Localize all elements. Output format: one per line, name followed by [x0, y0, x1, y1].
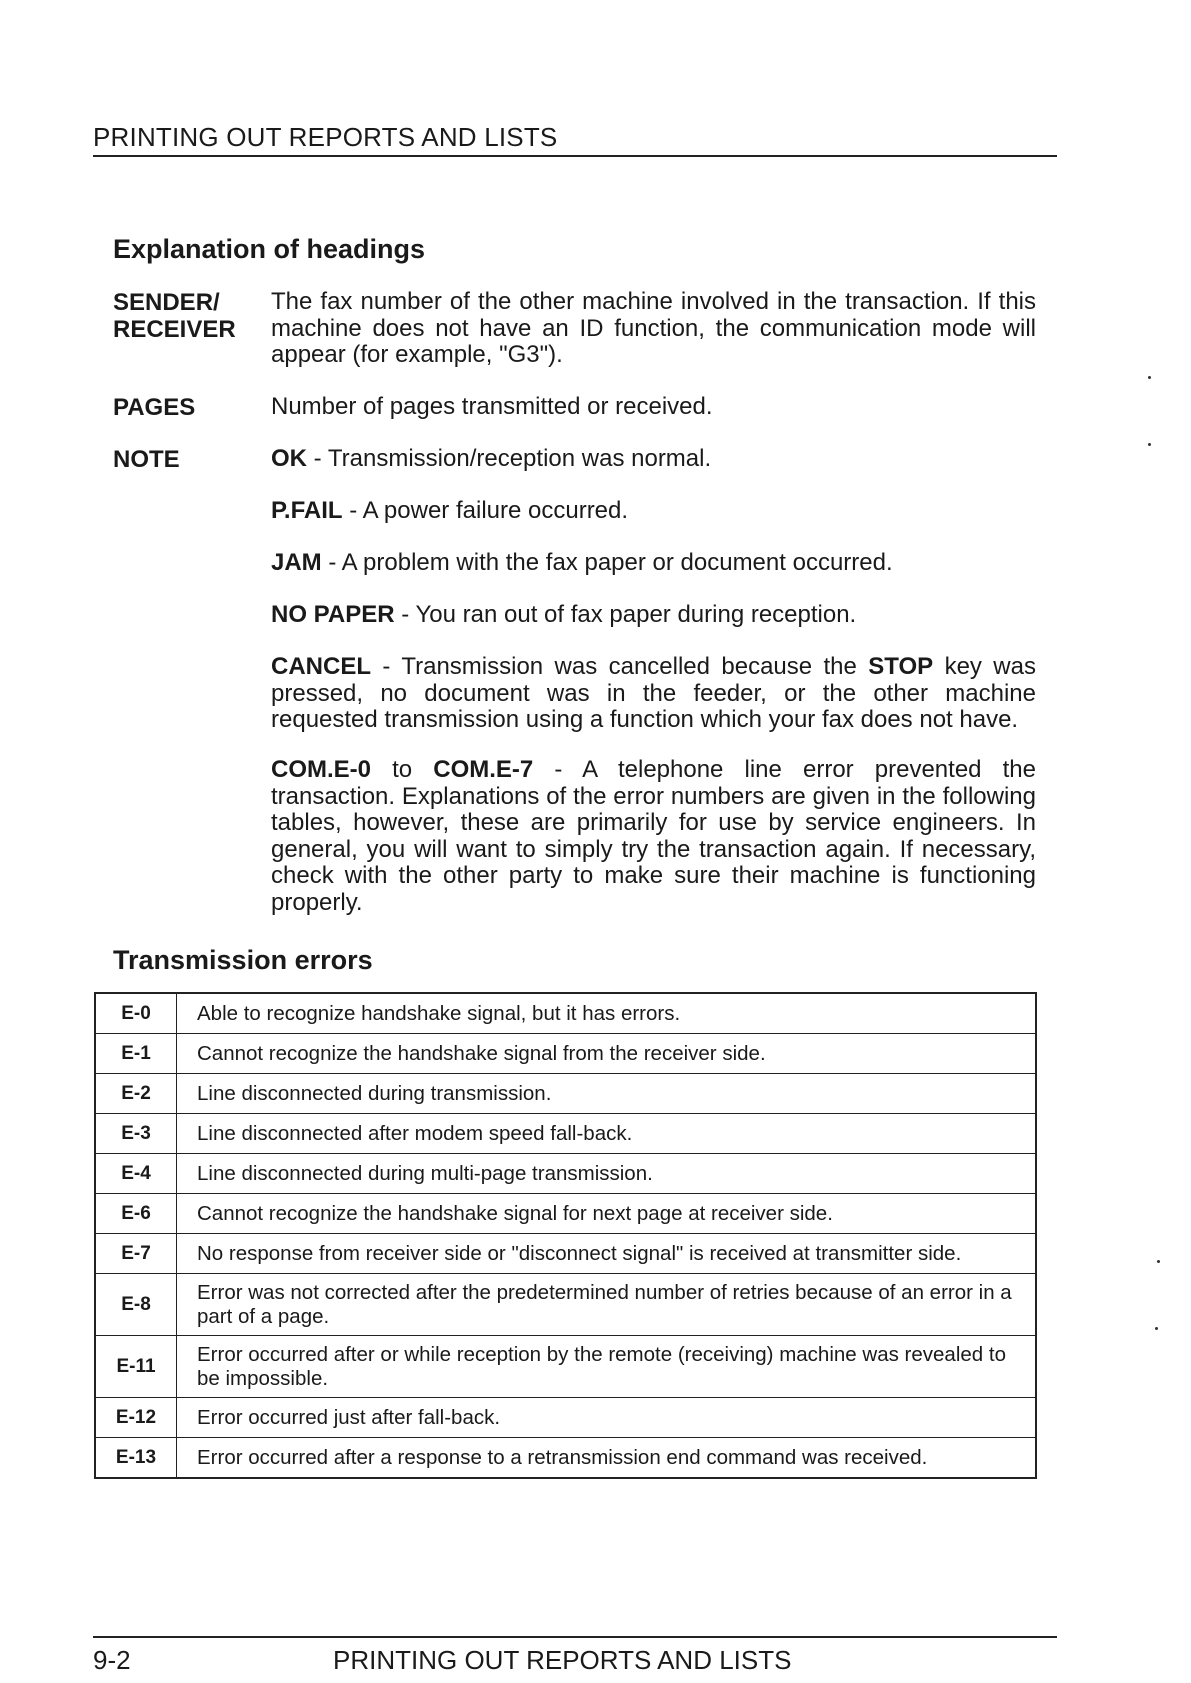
error-code: E-0	[95, 993, 177, 1034]
table-row	[95, 993, 1036, 1034]
term-sender-line: SENDER/	[113, 289, 220, 316]
def-sender-receiver: The fax number of the other machine involved in the transaction. If this machine does not have an ID function, the communication mode will appear (for example, "G3").	[271, 288, 1036, 368]
note-come-text: - A telephone line error prevented the transaction. Explanations of the error numbers are given in the following tables, however, these are primarily for use by service engineers. In general, you will want to simply try the transaction again. If necessary, check with the other party to make sure their machine is functioning properly.	[271, 756, 1036, 916]
table-row	[95, 1074, 1036, 1114]
note-nopaper-key: NO PAPER	[271, 601, 395, 628]
note-nopaper	[271, 602, 1036, 629]
note-pfail-key: P.FAIL	[271, 497, 343, 524]
table-row	[95, 1154, 1036, 1194]
note-cancel-stop-key: STOP	[868, 653, 934, 680]
note-cancel-text-2: key was pressed, no document was in the feeder, or the other machine requested transmission using a function which your fax does not have.	[271, 653, 1036, 733]
error-description: Error was not corrected after the predetermined number of retries because of an error in a part of a page.	[177, 1274, 1037, 1336]
note-ok	[271, 446, 1036, 473]
error-description: Cannot recognize the handshake signal for next page at receiver side.	[177, 1194, 1037, 1234]
error-code: E-4	[95, 1154, 177, 1194]
error-code: E-6	[95, 1194, 177, 1234]
note-cancel-text-1: - Transmission was cancelled because the	[371, 653, 869, 680]
note-jam-key: JAM	[271, 549, 322, 576]
table-row	[95, 1034, 1036, 1074]
note-jam-text: - A problem with the fax paper or document occurred.	[321, 549, 893, 576]
note-ok-text: - Transmission/reception was normal.	[307, 445, 712, 472]
error-description: Able to recognize handshake signal, but it has errors.	[177, 993, 1037, 1034]
scan-speck	[1157, 1260, 1160, 1263]
error-description: Error occurred just after fall-back.	[177, 1398, 1037, 1438]
term-note: NOTE	[113, 446, 180, 473]
explanation-heading: Explanation of headings	[113, 234, 426, 264]
note-come-key-2: COM.E-7	[433, 756, 534, 783]
term-receiver-line: RECEIVER	[113, 316, 236, 343]
error-code: E-7	[95, 1234, 177, 1274]
error-code: E-12	[95, 1398, 177, 1438]
note-jam	[271, 550, 1036, 577]
term-sender-receiver	[113, 289, 236, 343]
scan-speck	[1148, 443, 1151, 446]
note-pfail	[271, 498, 1036, 525]
note-nopaper-text: - You ran out of fax paper during reception.	[394, 601, 857, 628]
page-header	[93, 122, 1057, 157]
error-description: Line disconnected after modem speed fall-back.	[177, 1114, 1037, 1154]
error-description: Error occurred after a response to a retransmission end command was received.	[177, 1438, 1037, 1479]
error-code: E-3	[95, 1114, 177, 1154]
footer-title: PRINTING OUT REPORTS AND LISTS	[333, 1645, 792, 1675]
table-row	[95, 1398, 1036, 1438]
table-row	[95, 1114, 1036, 1154]
header-title: PRINTING OUT REPORTS AND LISTS	[93, 122, 558, 152]
table-row	[95, 1194, 1036, 1234]
footer-rule	[93, 1636, 1057, 1638]
error-code: E-11	[95, 1336, 177, 1398]
table-row	[95, 1234, 1036, 1274]
error-description: No response from receiver side or "disconnect signal" is received at transmitter side.	[177, 1234, 1037, 1274]
term-pages: PAGES	[113, 394, 196, 421]
note-cancel-key: CANCEL	[271, 653, 371, 680]
note-come-key-1: COM.E-0	[271, 756, 372, 783]
transmission-errors-table	[94, 992, 1037, 1479]
error-code: E-2	[95, 1074, 177, 1114]
error-description: Cannot recognize the handshake signal from the receiver side.	[177, 1034, 1037, 1074]
error-code: E-1	[95, 1034, 177, 1074]
error-description: Line disconnected during multi-page transmission.	[177, 1154, 1037, 1194]
table-row	[95, 1438, 1036, 1479]
table-row	[95, 1274, 1036, 1336]
note-pfail-text: - A power failure occurred.	[342, 497, 629, 524]
note-cancel	[271, 654, 1036, 734]
error-code: E-13	[95, 1438, 177, 1479]
table-row	[95, 1336, 1036, 1398]
error-description: Line disconnected during transmission.	[177, 1074, 1037, 1114]
transmission-errors-heading: Transmission errors	[113, 945, 373, 975]
error-description: Error occurred after or while reception by the remote (receiving) machine was revealed to be impossible.	[177, 1336, 1037, 1398]
scan-speck	[1155, 1327, 1158, 1330]
page-number: 9-2	[93, 1645, 131, 1675]
error-code: E-8	[95, 1274, 177, 1336]
note-ok-key: OK	[271, 445, 307, 472]
def-pages: Number of pages transmitted or received.	[271, 393, 713, 420]
scan-speck	[1148, 376, 1151, 379]
note-com-errors	[271, 757, 1036, 916]
note-come-to: to	[371, 756, 434, 783]
